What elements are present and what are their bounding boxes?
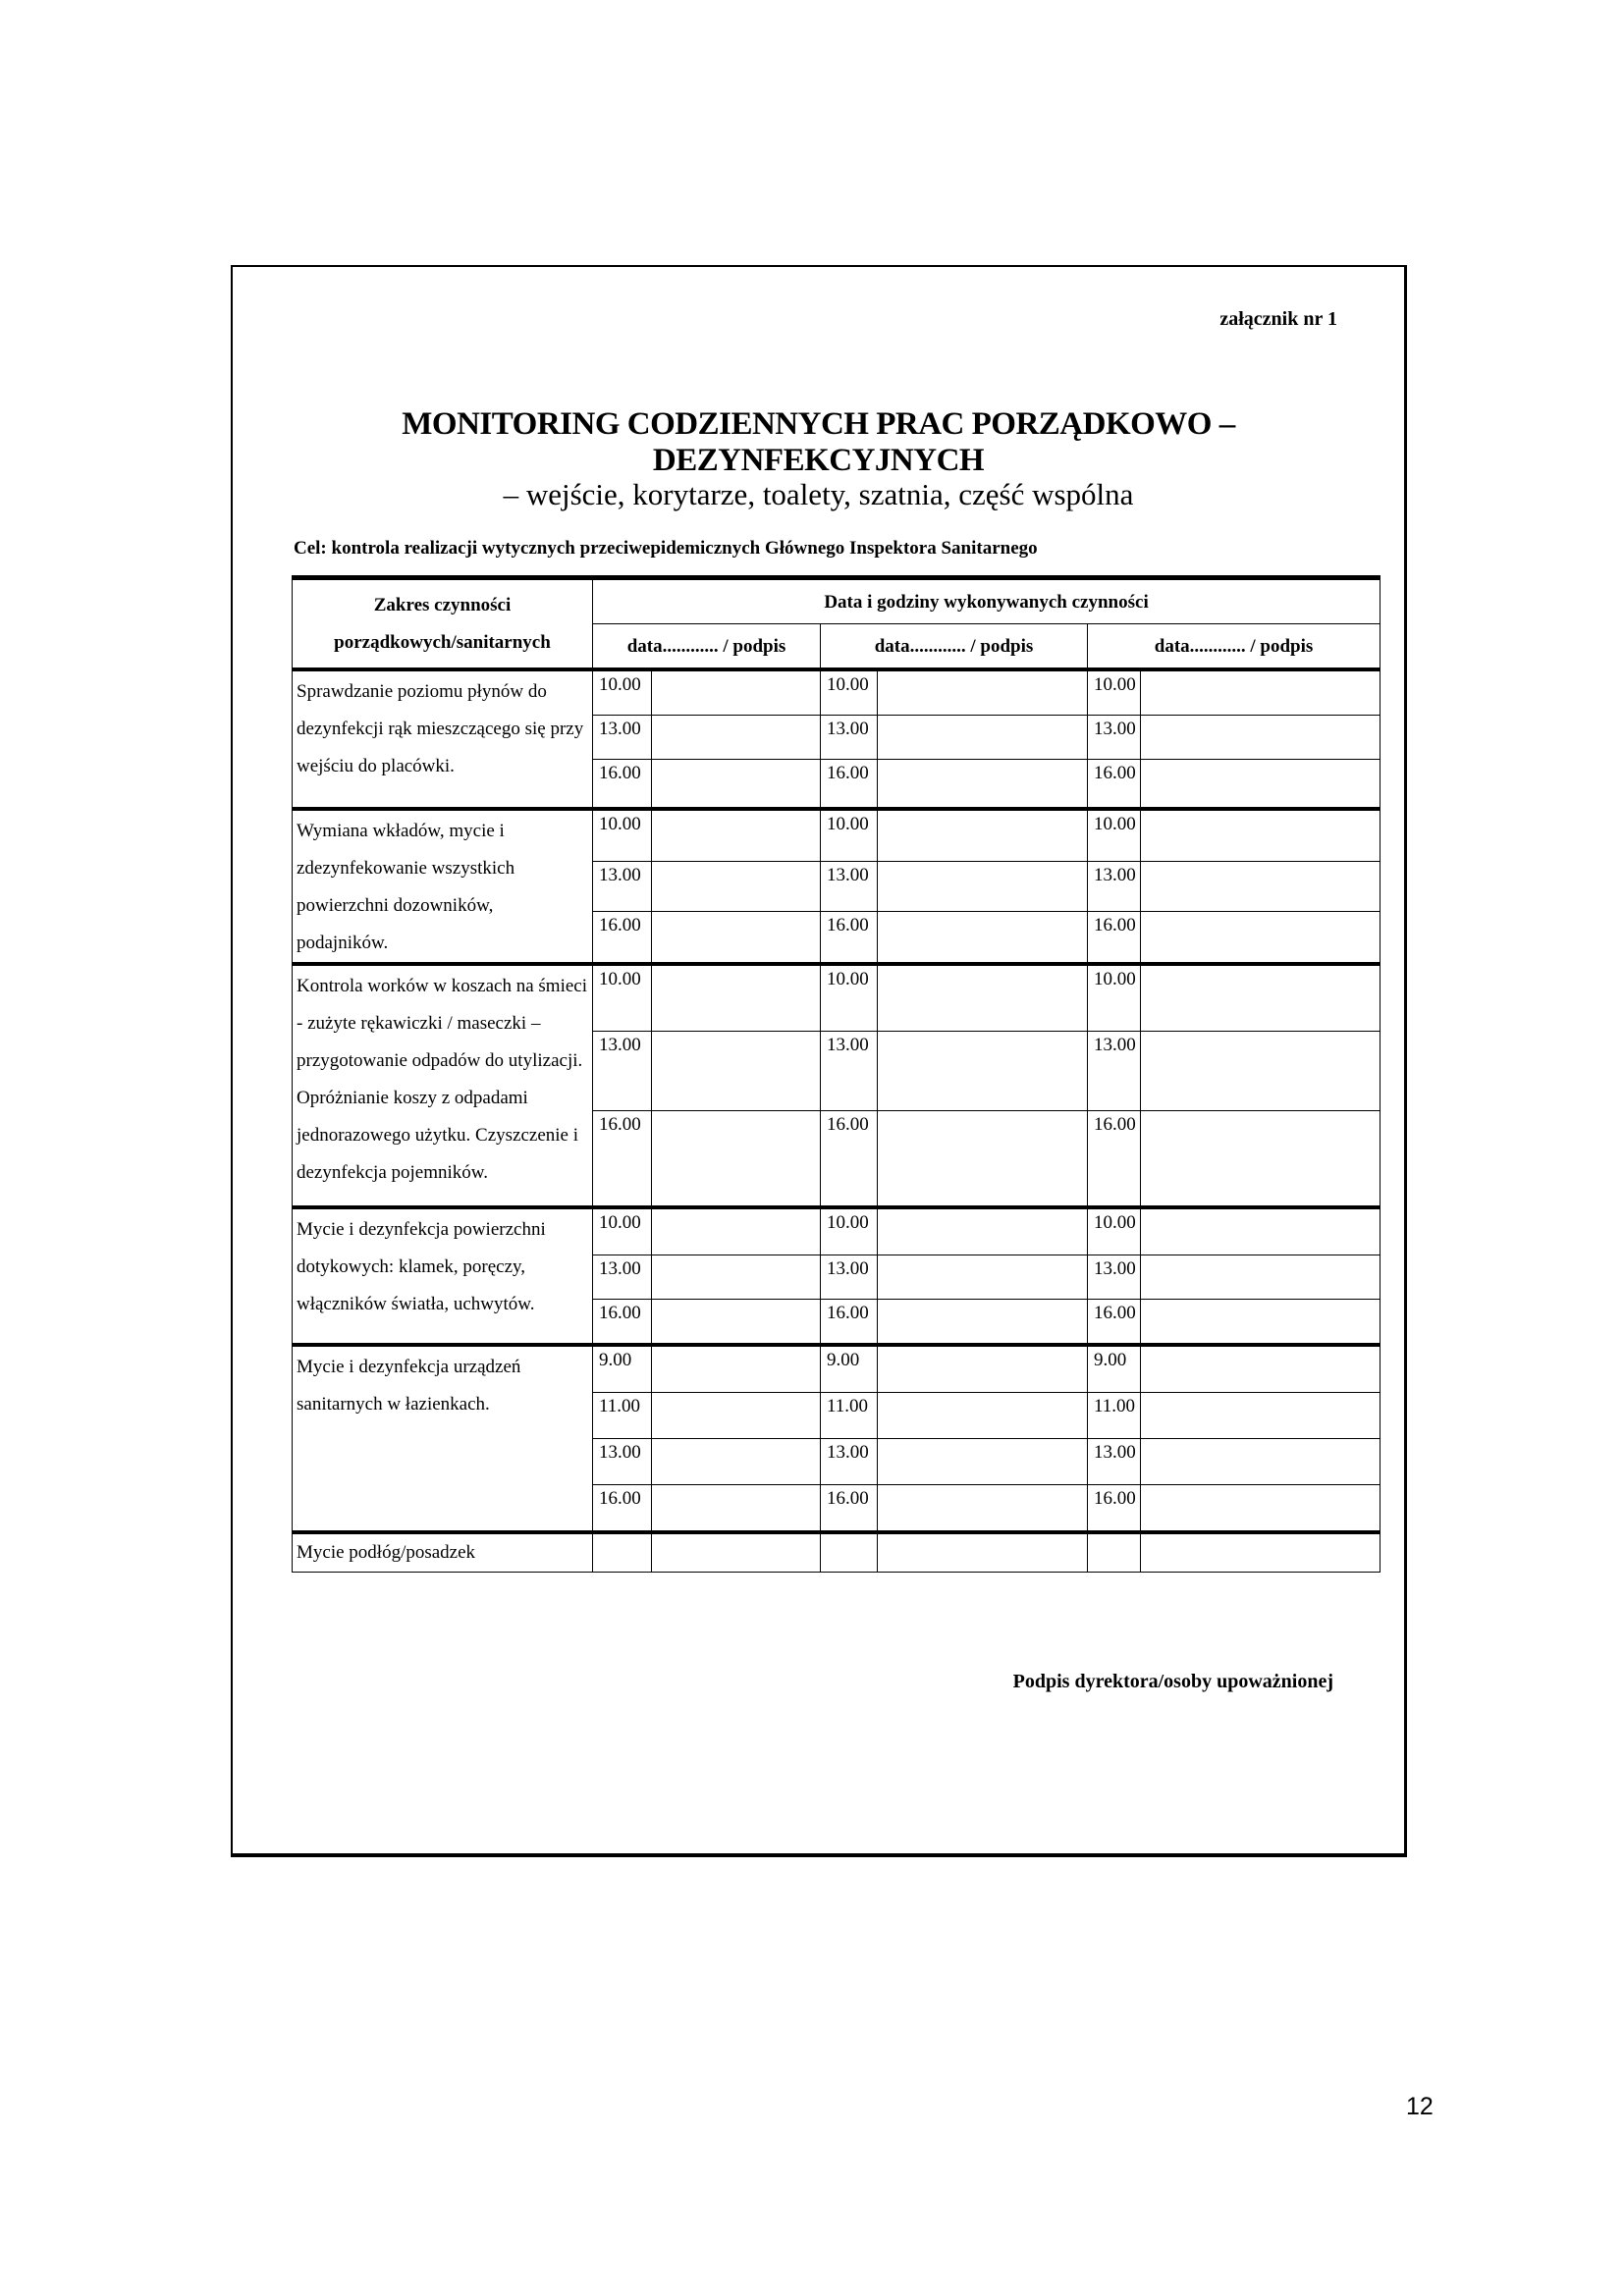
time-cell: 13.00 — [593, 1032, 652, 1111]
time-cell: 10.00 — [821, 809, 878, 861]
signature-cell — [652, 809, 821, 861]
signature-cell — [652, 1485, 821, 1533]
signature-cell — [878, 1485, 1088, 1533]
time-cell: 13.00 — [821, 861, 878, 912]
time-cell: 16.00 — [593, 1300, 652, 1346]
activity-description: Mycie i dezynfekcja powierzchni dotykowych: klamek, poręczy, włączników światła, uchwytów. — [293, 1207, 593, 1345]
signature-cell — [1141, 760, 1380, 810]
signature-cell — [878, 1111, 1088, 1208]
table-row — [293, 964, 1380, 1032]
signature-cell — [878, 760, 1088, 810]
time-cell: 13.00 — [1088, 1439, 1141, 1485]
time-cell: 13.00 — [821, 1439, 878, 1485]
signature-cell — [652, 1255, 821, 1300]
time-cell: 10.00 — [593, 1207, 652, 1255]
page-number: 12 — [1406, 2093, 1434, 2120]
time-cell: 13.00 — [821, 1255, 878, 1300]
time-cell: 11.00 — [821, 1393, 878, 1439]
time-cell: 13.00 — [593, 861, 652, 912]
time-cell: 10.00 — [593, 669, 652, 716]
date-header-3: data............ / podpis — [1088, 624, 1380, 670]
activity-description: Wymiana wkładów, mycie i zdezynfekowanie wszystkich powierzchni dozowników, podajników. — [293, 809, 593, 964]
time-cell: 16.00 — [1088, 1300, 1141, 1346]
signature-cell — [1141, 1207, 1380, 1255]
date-header-1: data............ / podpis — [593, 624, 821, 670]
signature-cell — [878, 669, 1088, 716]
time-cell: 16.00 — [593, 1111, 652, 1208]
time-cell: 16.00 — [1088, 1485, 1141, 1533]
time-cell: 16.00 — [821, 1111, 878, 1208]
time-cell: 13.00 — [1088, 716, 1141, 760]
time-cell: 9.00 — [821, 1345, 878, 1393]
signature-cell — [878, 716, 1088, 760]
signature-cell — [878, 809, 1088, 861]
time-cell — [821, 1532, 878, 1573]
document-title: MONITORING CODZIENNYCH PRAC PORZĄDKOWO – DEZYNFEKCYJNYCH — [402, 406, 1235, 478]
table-row — [293, 809, 1380, 861]
time-cell: 16.00 — [593, 1485, 652, 1533]
signature-cell — [878, 1532, 1088, 1573]
signature-cell — [652, 1393, 821, 1439]
time-cell: 11.00 — [1088, 1393, 1141, 1439]
signature-cell — [1141, 1300, 1380, 1346]
activity-description: Mycie podłóg/posadzek — [293, 1532, 593, 1573]
signature-cell — [652, 1532, 821, 1573]
signature-cell — [1141, 912, 1380, 964]
signature-cell — [652, 1439, 821, 1485]
signature-cell — [1141, 809, 1380, 861]
signature-cell — [878, 912, 1088, 964]
time-cell: 16.00 — [1088, 1111, 1141, 1208]
signature-cell — [878, 1345, 1088, 1393]
signature-cell — [1141, 1485, 1380, 1533]
time-cell: 9.00 — [593, 1345, 652, 1393]
time-cell: 10.00 — [593, 809, 652, 861]
time-cell: 13.00 — [593, 716, 652, 760]
time-cell: 10.00 — [821, 669, 878, 716]
time-cell: 10.00 — [1088, 964, 1141, 1032]
signature-cell — [652, 1032, 821, 1111]
signature-cell — [878, 1393, 1088, 1439]
signature-cell — [878, 1439, 1088, 1485]
table-row — [293, 1532, 1380, 1573]
time-cell: 11.00 — [593, 1393, 652, 1439]
signature-cell — [878, 861, 1088, 912]
signature-cell — [652, 716, 821, 760]
dates-column-header: Data i godziny wykonywanych czynności — [593, 578, 1380, 624]
time-cell: 16.00 — [821, 1485, 878, 1533]
signature-cell — [1141, 1255, 1380, 1300]
signature-cell — [652, 912, 821, 964]
table-row — [293, 1345, 1380, 1393]
signature-cell — [1141, 1532, 1380, 1573]
signature-cell — [652, 1345, 821, 1393]
time-cell: 16.00 — [821, 760, 878, 810]
date-header-2: data............ / podpis — [821, 624, 1088, 670]
signature-cell — [652, 1207, 821, 1255]
signature-cell — [878, 1255, 1088, 1300]
signature-cell — [1141, 1032, 1380, 1111]
time-cell: 13.00 — [1088, 1032, 1141, 1111]
signature-cell — [878, 1032, 1088, 1111]
annex-label: załącznik nr 1 — [1219, 308, 1337, 330]
time-cell: 13.00 — [1088, 1255, 1141, 1300]
signature-cell — [652, 861, 821, 912]
activity-description: Kontrola worków w koszach na śmieci - zużyte rękawiczki / maseczki – przygotowanie odpadów do utylizacji. Opróżnianie koszy z odpadami jednorazowego użytku. Czyszczenie i dezynfekcja pojemników. — [293, 964, 593, 1207]
signature-cell — [1141, 716, 1380, 760]
activity-description: Mycie i dezynfekcja urządzeń sanitarnych w łazienkach. — [293, 1345, 593, 1532]
document-frame — [231, 265, 1407, 1857]
activity-description: Sprawdzanie poziomu płynów do dezynfekcji rąk mieszczącego się przy wejściu do placówki. — [293, 669, 593, 809]
time-cell: 13.00 — [593, 1439, 652, 1485]
signature-cell — [1141, 1439, 1380, 1485]
table-row — [293, 669, 1380, 716]
time-cell: 13.00 — [593, 1255, 652, 1300]
time-cell: 16.00 — [1088, 760, 1141, 810]
signature-cell — [1141, 669, 1380, 716]
time-cell: 10.00 — [1088, 809, 1141, 861]
time-cell: 10.00 — [1088, 1207, 1141, 1255]
signature-cell — [1141, 1345, 1380, 1393]
time-cell: 16.00 — [1088, 912, 1141, 964]
time-cell: 16.00 — [821, 912, 878, 964]
time-cell: 16.00 — [821, 1300, 878, 1346]
signature-cell — [652, 669, 821, 716]
signature-cell — [1141, 861, 1380, 912]
time-cell: 13.00 — [821, 1032, 878, 1111]
signature-cell — [652, 964, 821, 1032]
signature-cell — [1141, 964, 1380, 1032]
time-cell — [593, 1532, 652, 1573]
signature-cell — [652, 1111, 821, 1208]
time-cell: 13.00 — [1088, 861, 1141, 912]
time-cell: 13.00 — [821, 716, 878, 760]
goal-statement: Cel: kontrola realizacji wytycznych przeciwepidemicznych Głównego Inspektora Sanitarnego — [294, 538, 1038, 559]
time-cell — [1088, 1532, 1141, 1573]
time-cell: 10.00 — [593, 964, 652, 1032]
monitoring-table — [292, 575, 1380, 1573]
signature-cell — [652, 760, 821, 810]
signature-cell — [878, 1300, 1088, 1346]
table-row — [293, 1207, 1380, 1255]
signature-cell — [652, 1300, 821, 1346]
activity-column-header: Zakres czynności porządkowych/sanitarnych — [293, 578, 593, 670]
time-cell: 16.00 — [593, 912, 652, 964]
signature-cell — [1141, 1393, 1380, 1439]
signature-cell — [878, 1207, 1088, 1255]
signature-label: Podpis dyrektora/osoby upoważnionej — [1012, 1671, 1333, 1692]
document-subtitle: – wejście, korytarze, toalety, szatnia, część wspólna — [503, 477, 1134, 511]
time-cell: 10.00 — [821, 1207, 878, 1255]
time-cell: 16.00 — [593, 760, 652, 810]
signature-cell — [878, 964, 1088, 1032]
signature-cell — [1141, 1111, 1380, 1208]
time-cell: 10.00 — [821, 964, 878, 1032]
time-cell: 10.00 — [1088, 669, 1141, 716]
time-cell: 9.00 — [1088, 1345, 1141, 1393]
